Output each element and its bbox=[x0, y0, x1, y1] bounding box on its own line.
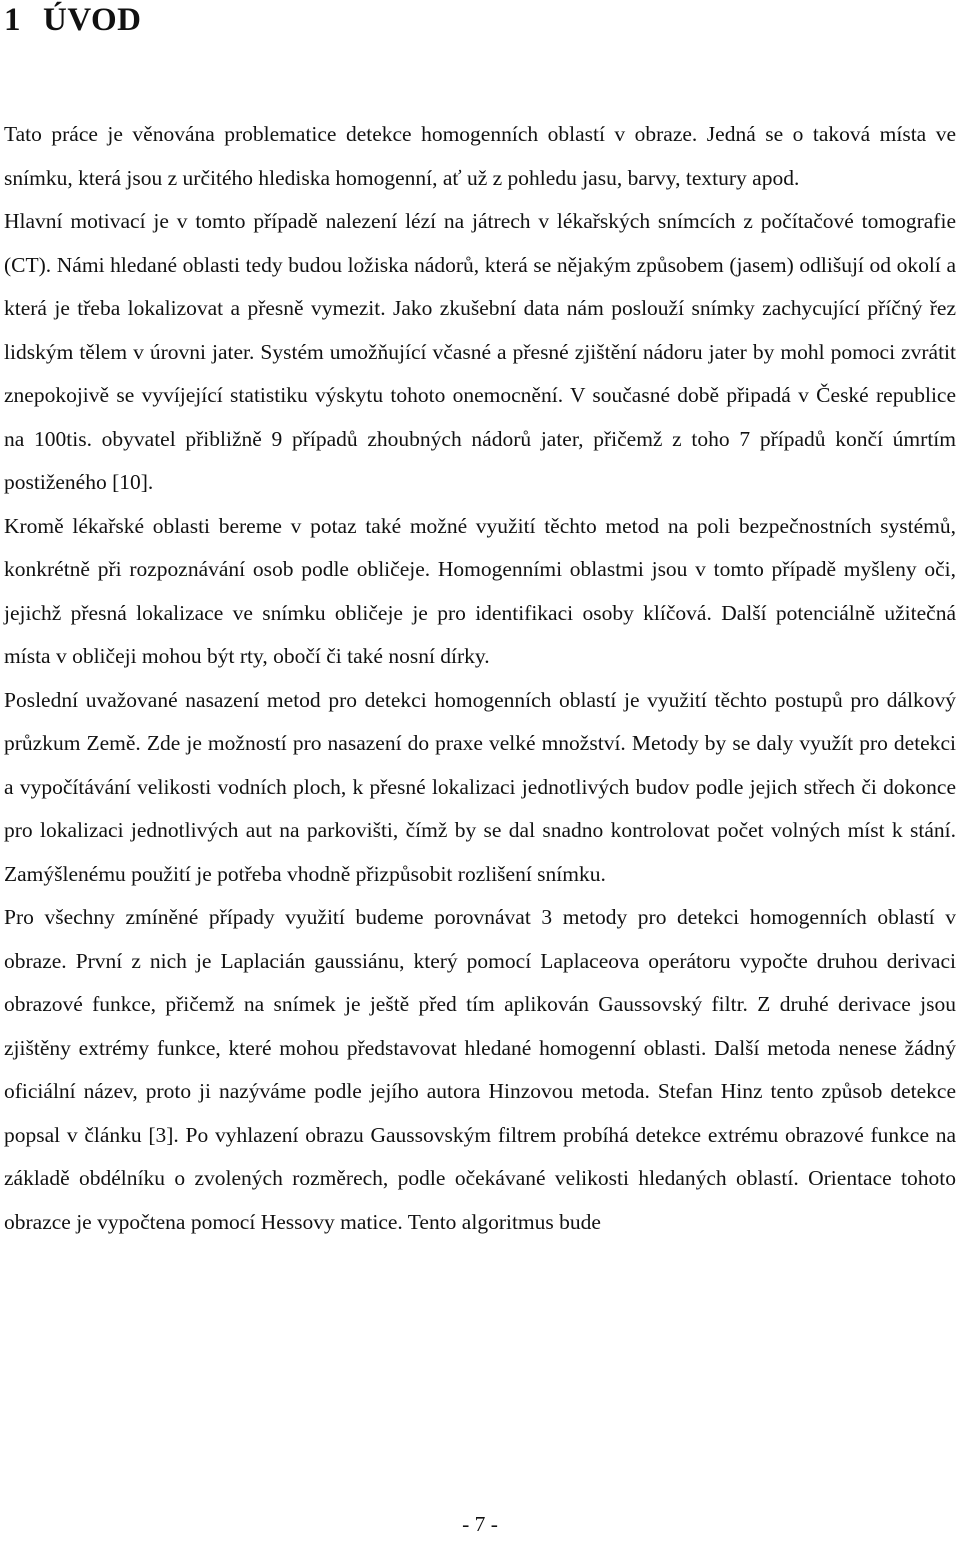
paragraph: Poslední uvažované nasazení metod pro detekci homogenních oblastí je využití těchto postupů pro dálkový průzkum Země. Zde je možností pro nasazení do praxe velké množství. Metody by se daly využít pro detekci a vypočítávání velikosti vodních ploch, k přesné lokalizaci jednotlivých budov podle jejich střech či dokonce pro lokalizaci jednotlivých aut na parkovišti, čímž by se dal snadno kontrolovat počet volných míst k stání. Zamýšlenému použití je potřeba vhodně přizpůsobit rozlišení snímku. bbox=[4, 687, 956, 886]
paragraph: Pro všechny zmíněné případy využití budeme porovnávat 3 metody pro detekci homogenních oblastí v obraze. První z nich je Laplacián gaussiánu, který pomocí Laplaceova operátoru vypočte druhou derivaci obrazové funkce, přičemž na snímek je ještě před tím aplikován Gaussovský filtr. Z druhé derivace jsou zjištěny extrémy funkce, které mohou představovat hledané homogenní oblasti. Další metoda nenese žádný oficiální název, proto ji nazýváme podle jejího autora Hinzovou metoda. Stefan Hinz tento způsob detekce popsal v článku [3]. Po vyhlazení obrazu Gaussovským filtrem probíhá detekce extrému obrazové funkce na základě obdélníku o zvolených rozměrech, podle očekávané velikosti hledaných oblastí. Orientace tohoto obrazce je vypočtena pomocí Hessovy matice. Tento algoritmus bude bbox=[4, 905, 956, 1234]
paragraph: Kromě lékařské oblasti bereme v potaz také možné využití těchto metod na poli bezpečnostních systémů, konkrétně při rozpoznávání osob podle obličeje. Homogenními oblastmi jsou v tomto případě myšleny oči, jejichž přesná lokalizace ve snímku obličeje je pro identifikaci osoby klíčová. Další potenciálně užitečná místa v obličeji mohou být rty, obočí či také nosní dírky. bbox=[4, 513, 956, 668]
chapter-title: ÚVOD bbox=[43, 2, 142, 38]
chapter-number: 1 bbox=[4, 2, 21, 38]
chapter-heading bbox=[4, 2, 142, 39]
paragraph: Hlavní motivací je v tomto případě nalezení lézí na játrech v lékařských snímcích z počítačové tomografie (CT). Námi hledané oblasti tedy budou ložiska nádorů, která se nějakým způsobem (jasem) odlišují od okolí a která je třeba lokalizovat a přesně vymezit. Jako zkušební data nám poslouží snímky zachycující příčný řez lidským tělem v úrovni jater. Systém umožňující včasné a přesné zjištění nádoru jater by mohl pomoci zvrátit znepokojivě se vyvíjející statistiku výskytu tohoto onemocnění. V současné době připadá v České republice na 100tis. obyvatel přibližně 9 případů zhoubných nádorů jater, přičemž z toho 7 případů končí úmrtím postiženého [10]. bbox=[4, 209, 956, 494]
body-text bbox=[4, 113, 956, 1244]
paragraph: Tato práce je věnována problematice detekce homogenních oblastí v obraze. Jedná se o taková místa ve snímku, která jsou z určitého hlediska homogenní, ať už z pohledu jasu, barvy, textury apod. bbox=[4, 122, 956, 190]
page-number: - 7 - bbox=[462, 1512, 498, 1536]
